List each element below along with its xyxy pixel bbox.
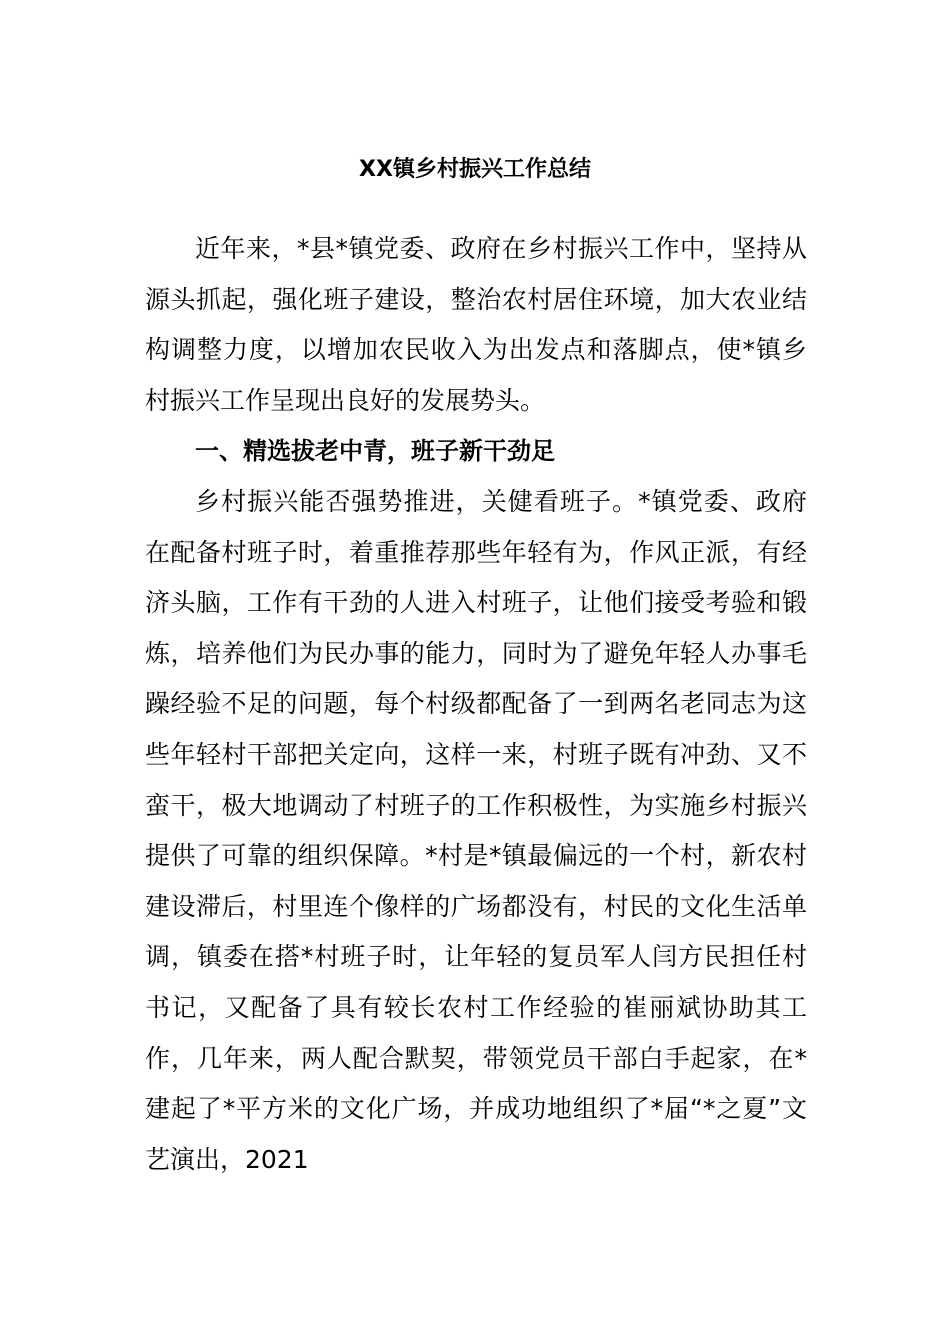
section-paragraph: 乡村振兴能否强势推进，关健看班子。*镇党委、政府在配备村班子时，着重推荐那些年轻有为，作风正派，有经济头脑，工作有干劲的人进入村班子，让他们接受考验和锻炼，培养他们为民办事的能力，同时为了避免年轻人办事毛躁经验不足的问题，每个村级都配备了一到两名老同志为这些年轻村干部把关定向，这样一来，村班子既有冲劲、又不蛮干，极大地调动了村班子的工作积极性，为实施乡村振兴提供了可靠的组织保障。*村是*镇最偏远的一个村，新农村建设滞后，村里连个像样的广场都没有，村民的文化生活单调，镇委在搭*村班子时，让年轻的复员军人闫方民担任村书记，又配备了具有较长农村工作经验的崔丽斌协助其工作，几年来，两人配合默契，带领党员干部白手起家，在*建起了*平方米的文化广场，并成功地组织了*届“*之夏”文艺演出，2021 [145,486,807,1174]
document-title: XX镇乡村振兴工作总结 [359,157,591,182]
section-heading: 一、精选拔老中青，班子新干劲足 [195,437,555,466]
document-body [145,224,807,1185]
intro-paragraph: 近年来，*县*镇党委、政府在乡村振兴工作中，坚持从源头抓起，强化班子建设，整治农村居住环境，加大农业结构调整力度，以增加农民收入为出发点和落脚点，使*镇乡村振兴工作呈现出良好的发展势头。 [145,234,807,415]
